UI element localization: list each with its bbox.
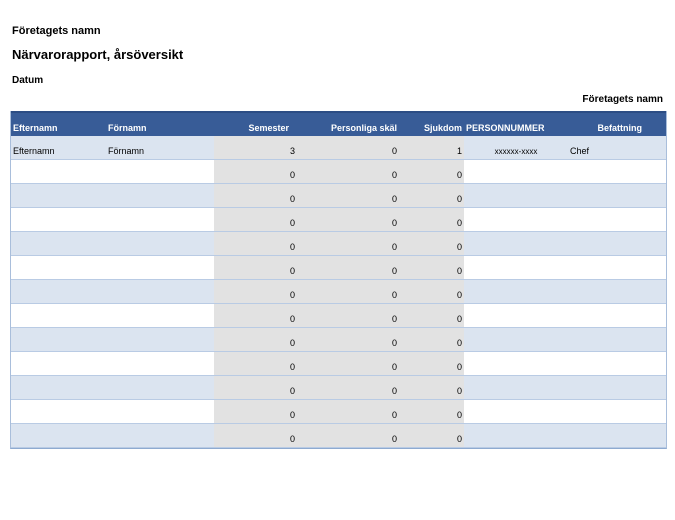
- date-label: Datum: [12, 75, 44, 86]
- last-name-cell[interactable]: [11, 208, 107, 231]
- personal-number-cell[interactable]: [464, 424, 568, 447]
- position-cell[interactable]: [568, 376, 666, 399]
- last-name-cell[interactable]: [11, 280, 107, 303]
- vacation-cell[interactable]: 0: [214, 424, 297, 447]
- personal-number-cell[interactable]: xxxxxx-xxxx: [494, 147, 538, 156]
- sick-cell[interactable]: 1: [399, 136, 464, 159]
- first-name-cell[interactable]: [107, 256, 214, 279]
- personal-reasons-cell[interactable]: 0: [297, 256, 399, 279]
- column-header-personal-number[interactable]: PERSONNUMMER: [466, 123, 545, 133]
- personal-reasons-cell[interactable]: 0: [297, 400, 399, 423]
- column-header-position[interactable]: Befattning: [597, 123, 642, 133]
- sick-cell[interactable]: 0: [399, 376, 464, 399]
- personal-reasons-cell[interactable]: 0: [297, 280, 399, 303]
- last-name-cell[interactable]: [11, 160, 107, 183]
- position-cell[interactable]: [568, 424, 666, 447]
- table-header-row: [11, 111, 666, 136]
- personal-reasons-cell[interactable]: 0: [297, 232, 399, 255]
- position-cell[interactable]: [568, 328, 666, 351]
- sick-cell[interactable]: 0: [399, 304, 464, 327]
- company-name-right: Företagets namn: [582, 94, 663, 105]
- attendance-table: [10, 111, 667, 449]
- personal-reasons-cell[interactable]: 0: [297, 304, 399, 327]
- sick-cell[interactable]: 0: [399, 184, 464, 207]
- table-row: [11, 328, 666, 352]
- last-name-cell[interactable]: [11, 256, 107, 279]
- last-name-cell[interactable]: [11, 400, 107, 423]
- sick-cell[interactable]: 0: [399, 400, 464, 423]
- sick-cell[interactable]: 0: [399, 352, 464, 375]
- personal-number-cell[interactable]: [464, 376, 568, 399]
- vacation-cell[interactable]: 0: [214, 304, 297, 327]
- personal-reasons-cell[interactable]: 0: [297, 352, 399, 375]
- first-name-cell[interactable]: [107, 376, 214, 399]
- vacation-cell[interactable]: 0: [214, 160, 297, 183]
- last-name-cell[interactable]: [11, 376, 107, 399]
- first-name-cell[interactable]: [107, 280, 214, 303]
- vacation-cell[interactable]: 0: [214, 400, 297, 423]
- table-row: [11, 136, 666, 160]
- personal-number-cell[interactable]: [464, 400, 568, 423]
- vacation-cell[interactable]: 0: [214, 280, 297, 303]
- personal-reasons-cell[interactable]: 0: [297, 424, 399, 447]
- last-name-cell[interactable]: [11, 184, 107, 207]
- personal-number-cell[interactable]: [464, 184, 568, 207]
- position-cell[interactable]: [568, 184, 666, 207]
- personal-number-cell[interactable]: [464, 208, 568, 231]
- personal-reasons-cell[interactable]: 0: [297, 136, 399, 159]
- sick-cell[interactable]: 0: [399, 328, 464, 351]
- last-name-cell[interactable]: [11, 304, 107, 327]
- personal-reasons-cell[interactable]: 0: [297, 184, 399, 207]
- sick-cell[interactable]: 0: [399, 208, 464, 231]
- table-row: [11, 208, 666, 232]
- report-title: Närvarorapport, årsöversikt: [12, 47, 184, 62]
- first-name-cell[interactable]: [107, 352, 214, 375]
- sick-cell[interactable]: 0: [399, 280, 464, 303]
- first-name-cell[interactable]: Förnamn: [108, 146, 145, 156]
- vacation-cell[interactable]: 0: [214, 256, 297, 279]
- column-header-vacation[interactable]: Semester: [248, 123, 289, 133]
- first-name-cell[interactable]: [107, 424, 214, 447]
- vacation-cell[interactable]: 0: [214, 184, 297, 207]
- table-row: [11, 400, 666, 424]
- company-name: Företagets namn: [12, 25, 101, 37]
- first-name-cell[interactable]: [107, 232, 214, 255]
- sick-cell[interactable]: 0: [399, 256, 464, 279]
- personal-reasons-cell[interactable]: 0: [297, 208, 399, 231]
- last-name-cell[interactable]: [11, 328, 107, 351]
- table-row: [11, 232, 666, 256]
- first-name-cell[interactable]: [107, 304, 214, 327]
- personal-number-cell[interactable]: [464, 256, 568, 279]
- last-name-cell[interactable]: [11, 232, 107, 255]
- vacation-cell[interactable]: 0: [214, 352, 297, 375]
- first-name-cell[interactable]: [107, 328, 214, 351]
- table-row: [11, 424, 666, 448]
- sick-cell[interactable]: 0: [399, 232, 464, 255]
- vacation-cell[interactable]: 0: [214, 376, 297, 399]
- last-name-cell[interactable]: Efternamn: [13, 146, 55, 156]
- personal-reasons-cell[interactable]: 0: [297, 160, 399, 183]
- table-row: [11, 184, 666, 208]
- personal-number-cell[interactable]: [464, 232, 568, 255]
- last-name-cell[interactable]: [11, 424, 107, 447]
- table-row: [11, 304, 666, 328]
- first-name-cell[interactable]: [107, 208, 214, 231]
- personal-number-cell[interactable]: [464, 352, 568, 375]
- position-cell[interactable]: [568, 256, 666, 279]
- position-cell[interactable]: [568, 232, 666, 255]
- table-row: [11, 256, 666, 280]
- personal-number-cell[interactable]: [464, 160, 568, 183]
- sick-cell[interactable]: 0: [399, 160, 464, 183]
- first-name-cell[interactable]: [107, 400, 214, 423]
- personal-reasons-cell[interactable]: 0: [297, 328, 399, 351]
- personal-number-cell[interactable]: [464, 304, 568, 327]
- position-cell[interactable]: [568, 400, 666, 423]
- personal-number-cell[interactable]: [464, 328, 568, 351]
- position-cell[interactable]: [568, 160, 666, 183]
- vacation-cell[interactable]: 0: [214, 328, 297, 351]
- sick-cell[interactable]: 0: [399, 424, 464, 447]
- column-header-personal[interactable]: Personliga skäl: [330, 123, 397, 133]
- first-name-cell[interactable]: [107, 184, 214, 207]
- position-cell[interactable]: [568, 208, 666, 231]
- table-row: [11, 160, 666, 184]
- position-cell[interactable]: [568, 304, 666, 327]
- column-header-last-name[interactable]: Efternamn: [13, 123, 58, 133]
- column-header-first-name[interactable]: Förnamn: [108, 123, 147, 133]
- vacation-cell[interactable]: 0: [214, 232, 297, 255]
- table-row: [11, 352, 666, 376]
- personal-number-cell[interactable]: [464, 280, 568, 303]
- vacation-cell[interactable]: 3: [214, 136, 297, 159]
- vacation-cell[interactable]: 0: [214, 208, 297, 231]
- personal-reasons-cell[interactable]: 0: [297, 376, 399, 399]
- table-row: [11, 280, 666, 304]
- first-name-cell[interactable]: [107, 160, 214, 183]
- position-cell[interactable]: [568, 352, 666, 375]
- position-cell[interactable]: Chef: [570, 146, 590, 156]
- last-name-cell[interactable]: [11, 352, 107, 375]
- table-row: [11, 376, 666, 400]
- column-header-sick[interactable]: Sjukdom: [423, 123, 462, 133]
- position-cell[interactable]: [568, 280, 666, 303]
